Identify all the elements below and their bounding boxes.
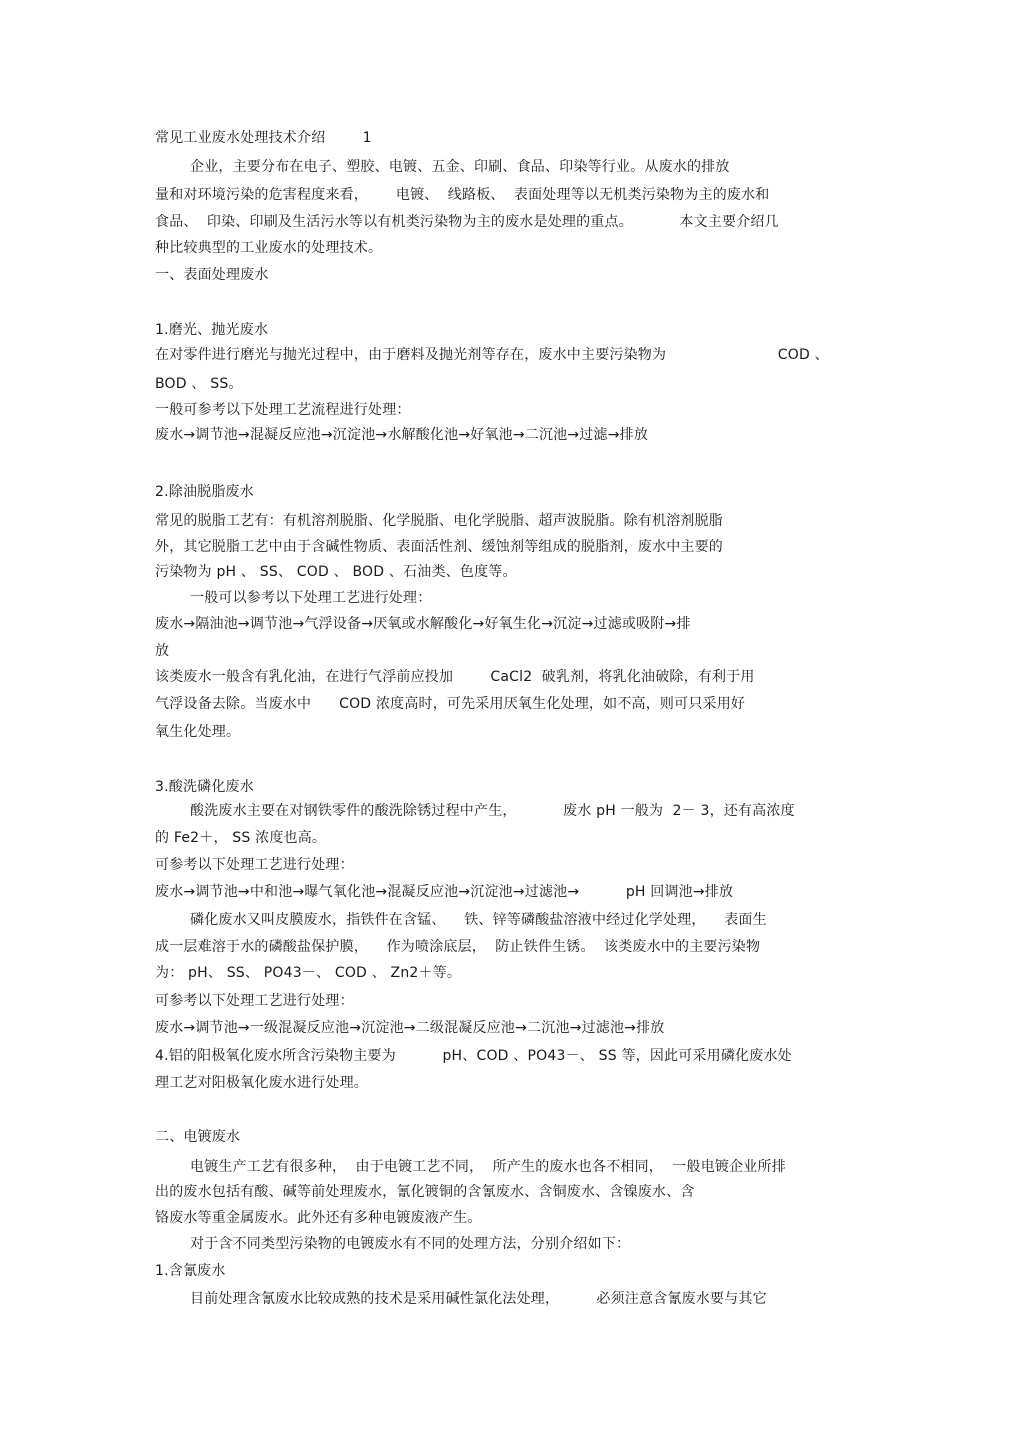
text-line: 氧生化处理。 [155,724,241,740]
text-line: 的 Fe2＋， SS 浓度也高。 [155,830,327,846]
process-flow: 废水→隔油池→调节池→气浮设备→厌氧或水解酸化→好氧生化→沉淀→过滤或吸附→排 [155,616,691,632]
subsection-heading: 3.酸洗磷化废水 [155,779,254,795]
text-line: 量和对环境污染的危害程度来看， 电镀、 线路板、 表面处理等以无机类污染物为主的废水和 [155,187,770,203]
text-line: 4.铝的阳极氧化废水所含污染物主要为 pH、COD 、PO43－、 SS 等，因此可采用磷化废水处 [155,1048,792,1064]
subsection-heading: 1.磨光、抛光废水 [155,322,269,338]
text-line: 酸洗废水主要在对钢铁零件的酸洗除锈过程中产生， 废水 pH 一般为 2－ 3，还有高浓度 [190,803,795,819]
text-line: 电镀生产工艺有很多种， 由于电镀工艺不同， 所产生的废水也各不相同， 一般电镀企业所排 [190,1159,786,1175]
text-line: 成一层难溶于水的磷酸盐保护膜， 作为喷涂底层， 防止铁件生锈。 该类废水中的主要污染物 [155,939,761,955]
section-heading: 一、表面处理废水 [155,267,269,283]
text-line: 可参考以下处理工艺进行处理： [155,993,354,1009]
process-flow: 废水→调节池→混凝反应池→沉淀池→水解酸化池→好氧池→二沉池→过滤→排放 [155,427,649,443]
subsection-heading: 2.除油脱脂废水 [155,484,254,500]
text-line: 铬废水等重金属废水。此外还有多种电镀废液产生。 [155,1210,482,1226]
text-line: 在对零件进行磨光与抛光过程中，由于磨料及抛光剂等存在，废水中主要污染物为 COD 、 [155,347,829,363]
text-line: 该类废水一般含有乳化油，在进行气浮前应投加 CaCl2 破乳剂，将乳化油破除，有利于用 [155,669,755,685]
text-line: 磷化废水又叫皮膜废水，指铁件在含锰、 铁、锌等磷酸盐溶液中经过化学处理， 表面生 [190,912,767,928]
text-line: 可参考以下处理工艺进行处理： [155,857,354,873]
text-line: 企业，主要分布在电子、塑胶、电镀、五金、印刷、食品、印染等行业。从废水的排放 [190,159,730,175]
process-flow: 废水→调节池→中和池→曝气氧化池→混凝反应池→沉淀池→过滤池→ pH 回调池→排放 [155,884,734,900]
text-line: 常见的脱脂工艺有：有机溶剂脱脂、化学脱脂、电化学脱脂、超声波脱脂。除有机溶剂脱脂 [155,513,723,529]
doc-title: 常见工业废水处理技术介绍 1 [155,130,372,146]
subsection-heading: 1.含氰废水 [155,1263,226,1279]
process-flow: 废水→调节池→一级混凝反应池→沉淀池→二级混凝反应池→二沉池→过滤池→排放 [155,1020,665,1036]
text-line: 理工艺对阳极氧化废水进行处理。 [155,1075,368,1091]
text-line: 一般可参考以下处理工艺流程进行处理： [155,402,411,418]
text-line: 为： pH、 SS、 PO43－、 COD 、 Zn2＋等。 [155,965,462,981]
text-line: 污染物为 pH 、 SS、 COD 、 BOD 、石油类、色度等。 [155,564,517,580]
process-flow: 放 [155,643,170,659]
text-line: 一般可以参考以下处理工艺进行处理： [190,590,432,606]
text-line: 食品、 印染、印刷及生活污水等以有机类污染物为主的废水是处理的重点。 本文主要介绍几 [155,214,779,230]
text-line: 目前处理含氰废水比较成熟的技术是采用碱性氯化法处理， 必须注意含氰废水要与其它 [190,1291,767,1307]
text-line: 气浮设备去除。当废水中 COD 浓度高时，可先采用厌氧生化处理，如不高，则可只采用好 [155,696,746,712]
text-line: 出的废水包括有酸、碱等前处理废水，氰化镀铜的含氰废水、含铜废水、含镍废水、含 [155,1184,695,1200]
text-line: 种比较典型的工业废水的处理技术。 [155,240,383,256]
text-line: BOD 、 SS。 [155,376,243,392]
section-heading: 二、电镀废水 [155,1129,241,1145]
text-line: 对于含不同类型污染物的电镀废水有不同的处理方法，分别介绍如下： [190,1236,631,1252]
text-line: 外，其它脱脂工艺中由于含碱性物质、表面活性剂、缓蚀剂等组成的脱脂剂，废水中主要的 [155,539,723,555]
